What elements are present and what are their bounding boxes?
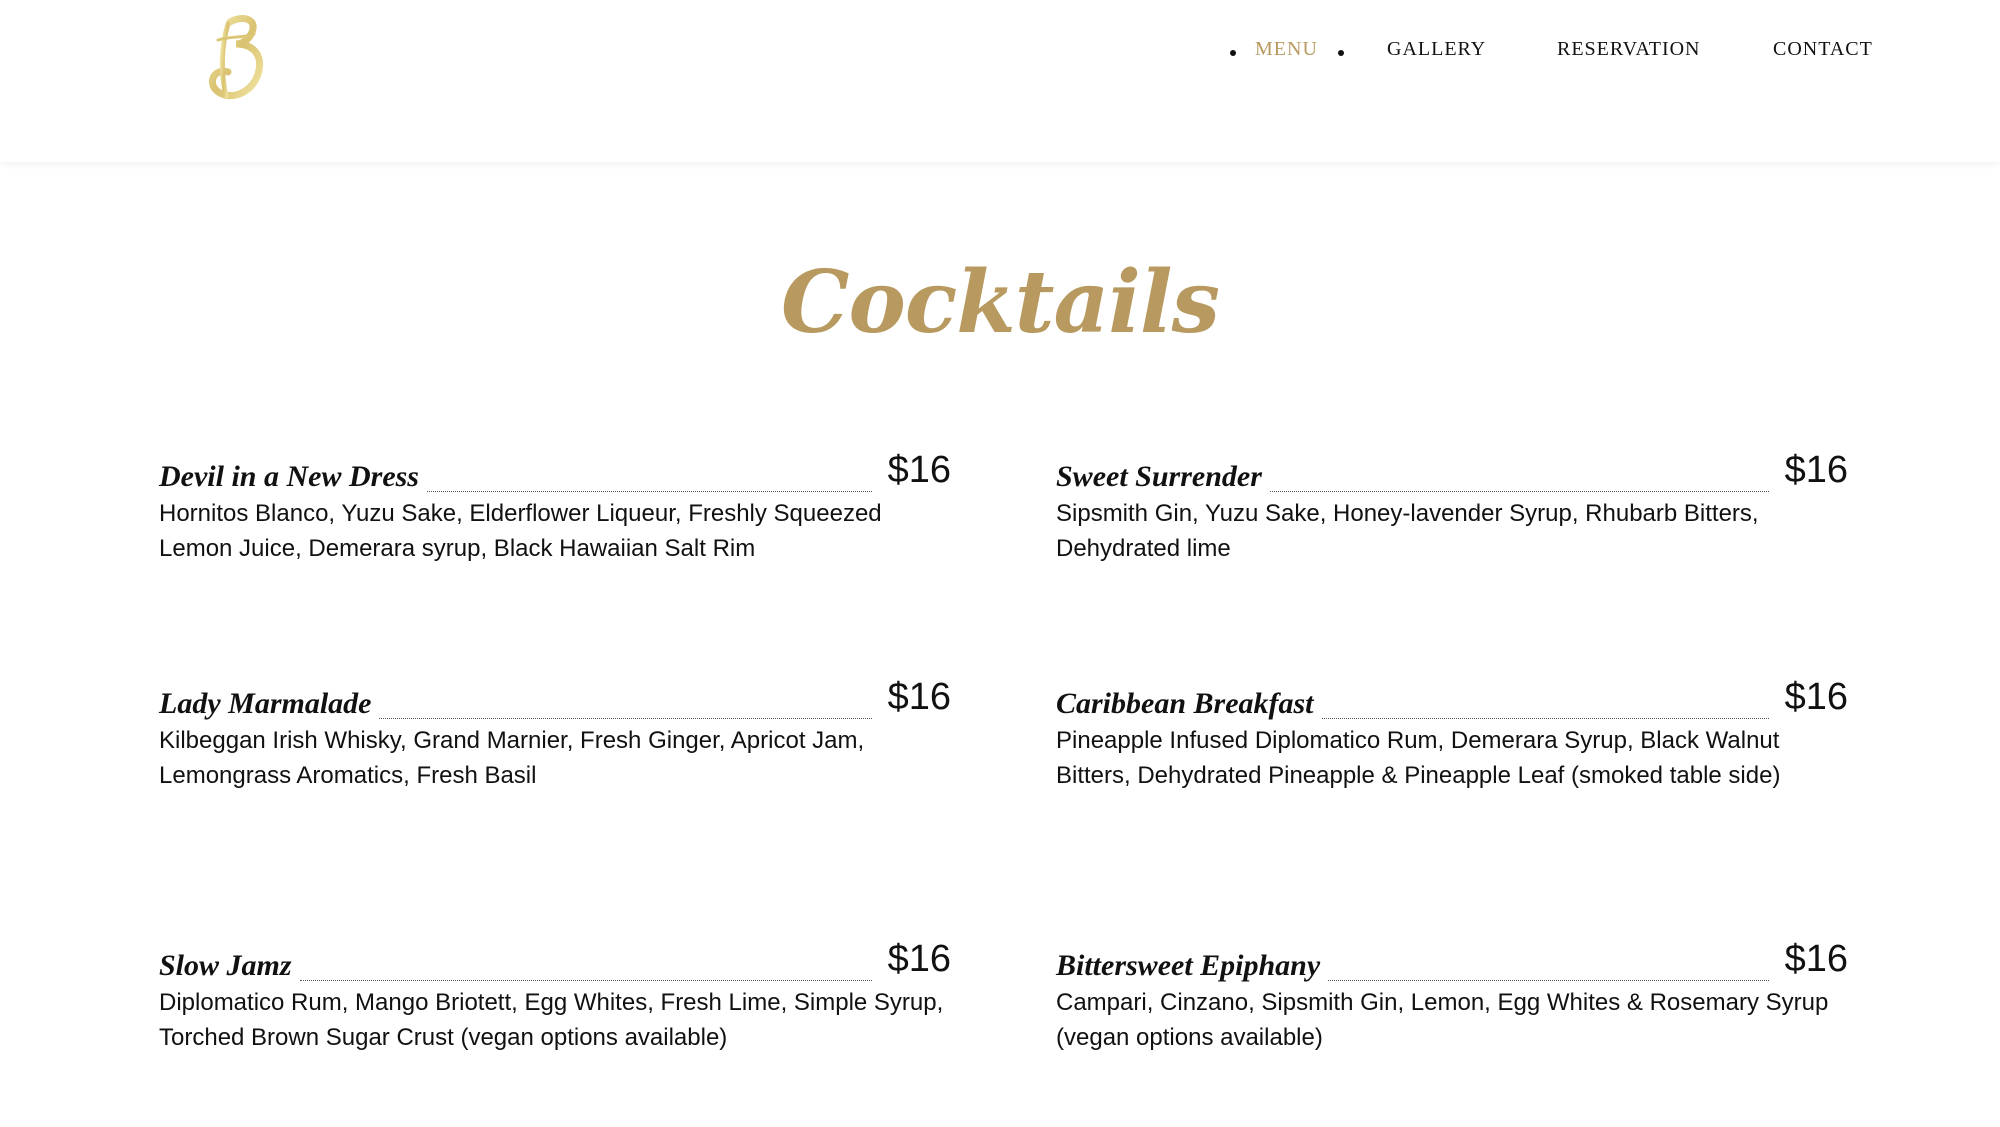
- item-description: Campari, Cinzano, Sipsmith Gin, Lemon, Egg Whites & Rosemary Syrup (vegan options available): [1056, 989, 1829, 1051]
- item-price: $16: [1784, 938, 1848, 980]
- menu-item: [159, 939, 951, 1055]
- dotted-leader: [427, 490, 872, 492]
- nav-item-contact[interactable]: CONTACT: [1773, 38, 1873, 60]
- item-description: Hornitos Blanco, Yuzu Sake, Elderflower Liqueur, Freshly Squeezed Lemon Juice, Demerara syrup, Black Hawaiian Salt Rim: [159, 500, 882, 562]
- dotted-leader: [1322, 717, 1769, 719]
- item-price: $16: [887, 449, 951, 491]
- item-name: Bittersweet Epiphany: [1056, 949, 1321, 982]
- item-price: $16: [887, 676, 951, 718]
- item-description: Sipsmith Gin, Yuzu Sake, Honey-lavender Syrup, Rhubarb Bitters, Dehydrated lime: [1056, 500, 1759, 562]
- gold-monogram-logo-icon[interactable]: [200, 14, 280, 106]
- menu-content: [0, 162, 2000, 1127]
- item-price: $16: [887, 938, 951, 980]
- item-price: $16: [1784, 449, 1848, 491]
- section-title: Cocktails: [781, 252, 1219, 353]
- item-name: Caribbean Breakfast: [1056, 687, 1314, 720]
- dotted-leader: [379, 717, 871, 719]
- item-description: Diplomatico Rum, Mango Briotett, Egg Whites, Fresh Lime, Simple Syrup, Torched Brown Sugar Crust (vegan options available): [159, 989, 944, 1051]
- dotted-leader: [300, 979, 872, 981]
- nav-active-dot-left: [1230, 50, 1236, 56]
- item-description: Kilbeggan Irish Whisky, Grand Marnier, Fresh Ginger, Apricot Jam, Lemongrass Aromatics, Fresh Basil: [159, 727, 865, 789]
- menu-item: [1056, 677, 1848, 793]
- item-description: Pineapple Infused Diplomatico Rum, Demerara Syrup, Black Walnut Bitters, Dehydrated Pineapple & Pineapple Leaf (smoked table side): [1056, 727, 1781, 789]
- dotted-leader: [1328, 979, 1768, 981]
- nav-item-reservation[interactable]: RESERVATION: [1557, 38, 1701, 60]
- item-name: Lady Marmalade: [159, 687, 372, 720]
- nav-item-gallery[interactable]: GALLERY: [1387, 38, 1487, 60]
- site-header: [0, 0, 2000, 162]
- item-name: Slow Jamz: [159, 949, 292, 982]
- dotted-leader: [1270, 490, 1769, 492]
- nav-item-menu[interactable]: MENU: [1255, 38, 1318, 60]
- item-name: Sweet Surrender: [1056, 460, 1262, 493]
- menu-item: [159, 450, 951, 566]
- menu-item: [159, 677, 951, 793]
- item-price: $16: [1784, 676, 1848, 718]
- nav-active-dot-right: [1338, 50, 1344, 56]
- menu-item: [1056, 450, 1848, 566]
- item-name: Devil in a New Dress: [159, 460, 419, 493]
- menu-item: [1056, 939, 1848, 1055]
